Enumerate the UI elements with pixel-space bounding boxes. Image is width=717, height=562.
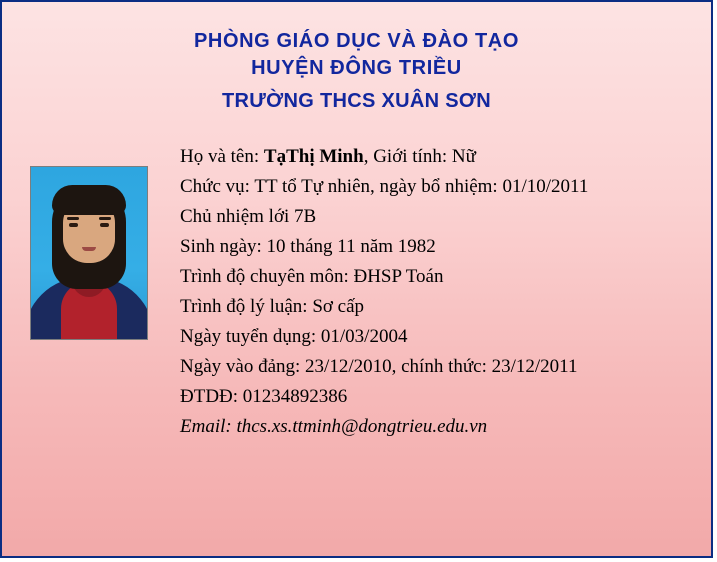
portrait-eyebrow-right	[99, 217, 111, 220]
detail-row-position: Chức vụ: TT tổ Tự nhiên, ngày bổ nhiệm: 01/10/2011	[180, 176, 589, 197]
name-label: Họ và tên:	[180, 146, 264, 167]
detail-row-political-theory: Trình độ lý luận: Sơ cấp	[180, 296, 365, 317]
detail-row-homeroom: Chủ nhiệm lới 7B	[180, 206, 317, 227]
portrait-eye-left	[69, 223, 78, 227]
detail-row-birthdate: Sinh ngày: 10 tháng 11 năm 1982	[180, 236, 436, 257]
department-name-line1: PHÒNG GIÁO DỤC VÀ ĐÀO TẠO	[193, 30, 519, 52]
detail-row-phone: ĐTDĐ: 01234892386	[180, 386, 348, 407]
name-value: TạThị Minh	[263, 146, 364, 167]
gender-label: , Giới tính:	[363, 146, 452, 167]
detail-row-email: Email: thcs.xs.ttminh@dongtrieu.edu.vn	[180, 416, 488, 437]
teacher-portrait-photo	[30, 166, 148, 340]
teacher-details	[180, 142, 588, 442]
portrait-eye-right	[100, 223, 109, 227]
detail-row-party-date: Ngày vào đảng: 23/12/2010, chính thức: 23/12/2011	[180, 356, 578, 377]
detail-row-name	[180, 142, 588, 172]
card-header	[2, 2, 711, 116]
school-name: TRƯỜNG THCS XUÂN SƠN	[222, 90, 491, 112]
portrait-eyebrow-left	[67, 217, 79, 220]
detail-row-recruitment-date: Ngày tuyển dụng: 01/03/2004	[180, 326, 408, 347]
portrait-mouth	[82, 247, 96, 251]
detail-row-qualification: Trình độ chuyên môn: ĐHSP Toán	[180, 266, 444, 287]
portrait-hair-fringe	[52, 185, 126, 215]
gender-value: Nữ	[451, 146, 476, 167]
department-name-line2: HUYỆN ĐÔNG TRIỀU	[251, 57, 462, 79]
card-body	[2, 138, 711, 442]
